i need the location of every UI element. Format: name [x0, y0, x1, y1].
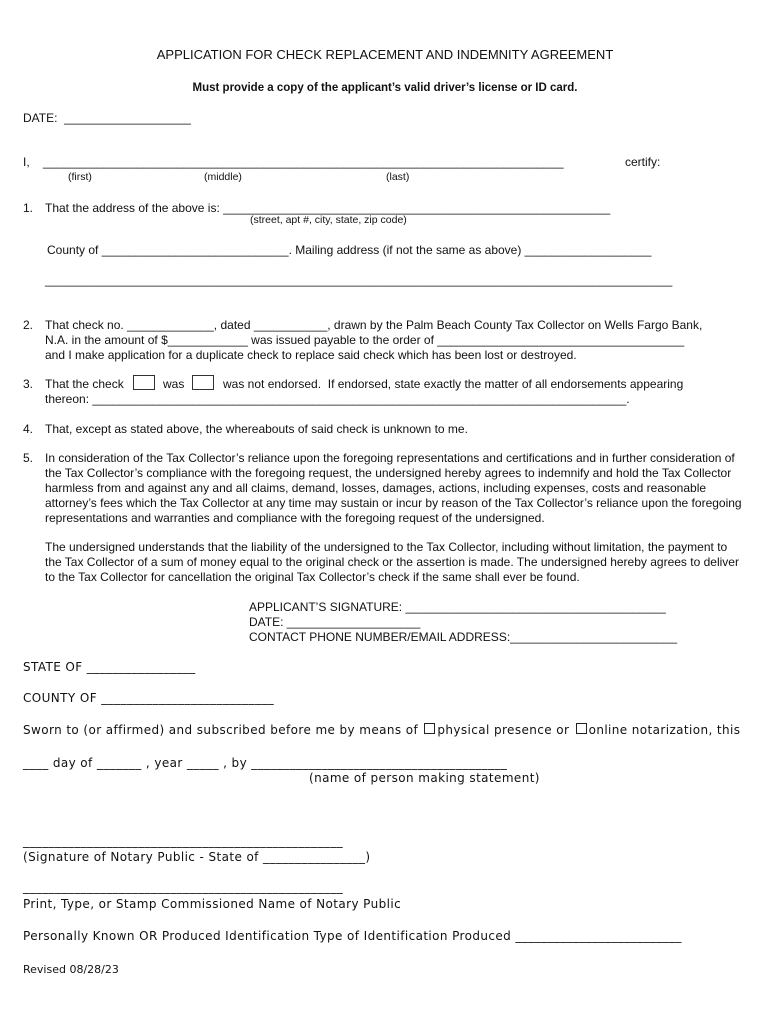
applicant-signature-field[interactable]: APPLICANT’S SIGNATURE: _______________________________________: [249, 600, 666, 614]
notary-print-label: Print, Type, or Stamp Commissioned Name of Notary Public: [23, 897, 402, 911]
notary-signature-label: (Signature of Notary Public - State of ________________): [23, 850, 371, 864]
endorsement-details-field[interactable]: thereon: ________________________________________________________________________________.: [45, 392, 630, 406]
certify-label: certify:: [625, 155, 661, 169]
sworn-text-b: physical presence or: [437, 723, 570, 737]
was-endorsed-checkbox[interactable]: [133, 375, 155, 390]
last-name-hint: (last): [386, 171, 410, 183]
sworn-text-c: online notarization, this: [588, 723, 741, 737]
state-of-field[interactable]: STATE OF _________________: [23, 660, 196, 674]
item-5-number: 5.: [23, 451, 34, 465]
date-field[interactable]: DATE: ___________________: [23, 111, 191, 125]
mailing-address-line[interactable]: ______________________________________________________________________________________________: [45, 273, 673, 287]
whereabouts-statement: That, except as stated above, the whereabouts of said check is unknown to me.: [45, 422, 468, 436]
county-of-field[interactable]: COUNTY OF ___________________________: [23, 691, 275, 705]
address-field[interactable]: That the address of the above is: __________________________________________________________: [45, 201, 611, 215]
name-field[interactable]: ______________________________________________________________________________: [43, 155, 564, 169]
contact-field[interactable]: CONTACT PHONE NUMBER/EMAIL ADDRESS:_________________________: [249, 630, 677, 644]
endorsed-text-a: That the check: [45, 377, 124, 391]
check-details-line-2[interactable]: N.A. in the amount of $____________ was issued payable to the order of _____________________________________: [45, 333, 685, 347]
indemnity-paragraph: In consideration of the Tax Collector’s reliance upon the foregoing representations and certifications and in further consideration of the Tax Collector’s compliance with the foregoing request, the undersigned hereby agrees to indemnify and hold the Tax Collector harmless from and against any and all claims, demand, losses, damages, actions, including expenses, costs and reasonable attorney’s fees which the Tax Collector at any time may sustain or incur by reason of the Tax Collector’s reliance upon the foregoing representations and warranties and compliance with the foregoing request of the undersigned.: [45, 451, 742, 525]
liability-paragraph: The undersigned understands that the liability of the undersigned to the Tax Collector, including without limitation, the payment to the Tax Collector of a sum of money equal to the original check or the assertion is made. The undersigned hereby agrees to deliver to the Tax Collector for cancellation the original Tax Collector’s check if the same shall ever be found.: [45, 540, 739, 584]
county-mailing-field[interactable]: County of ____________________________. Mailing address (if not the same as above) ___________________: [47, 243, 652, 257]
applicant-date-field[interactable]: DATE: ____________________: [249, 615, 421, 629]
physical-presence-checkbox[interactable]: [424, 723, 435, 734]
name-prefix: I,: [23, 155, 30, 169]
id-requirement-note: Must provide a copy of the applicant’s valid driver’s license or ID card.: [192, 82, 578, 94]
notary-signature-line[interactable]: __________________________________________________: [23, 834, 343, 848]
notary-print-line[interactable]: __________________________________________________: [23, 880, 343, 894]
form-title: APPLICATION FOR CHECK REPLACEMENT AND INDEMNITY AGREEMENT: [156, 47, 614, 62]
check-details-line-3: and I make application for a duplicate check to replace said check which has been lost or destroyed.: [45, 348, 577, 362]
check-details-line-1[interactable]: That check no. _____________, dated ___________, drawn by the Palm Beach County Tax Collector on Wells Fargo Bank,: [45, 318, 703, 332]
sworn-text-a: Sworn to (or affirmed) and subscribed before me by means of: [23, 723, 419, 737]
online-notarization-checkbox[interactable]: [576, 723, 587, 734]
item-2-number: 2.: [23, 318, 34, 332]
was-not-endorsed-checkbox[interactable]: [192, 375, 214, 390]
address-hint: (street, apt #, city, state, zip code): [250, 214, 407, 226]
first-name-hint: (first): [68, 171, 92, 183]
sworn-statement: [23, 723, 740, 737]
day-year-by-field[interactable]: ____ day of _______ , year _____ , by ________________________________________: [23, 756, 508, 770]
item-1-number: 1.: [23, 201, 34, 215]
identification-field[interactable]: Personally Known OR Produced Identification Type of Identification Produced __________________________: [23, 929, 682, 943]
endorsed-text-c: was not endorsed. If endorsed, state exactly the matter of all endorsements appearing: [223, 377, 684, 391]
item-4-number: 4.: [23, 422, 34, 436]
middle-name-hint: (middle): [204, 171, 242, 183]
person-name-hint: (name of person making statement): [309, 771, 540, 785]
item-3-number: 3.: [23, 377, 34, 391]
endorsed-text-b: was: [163, 377, 185, 391]
revision-date: Revised 08/28/23: [23, 963, 119, 976]
